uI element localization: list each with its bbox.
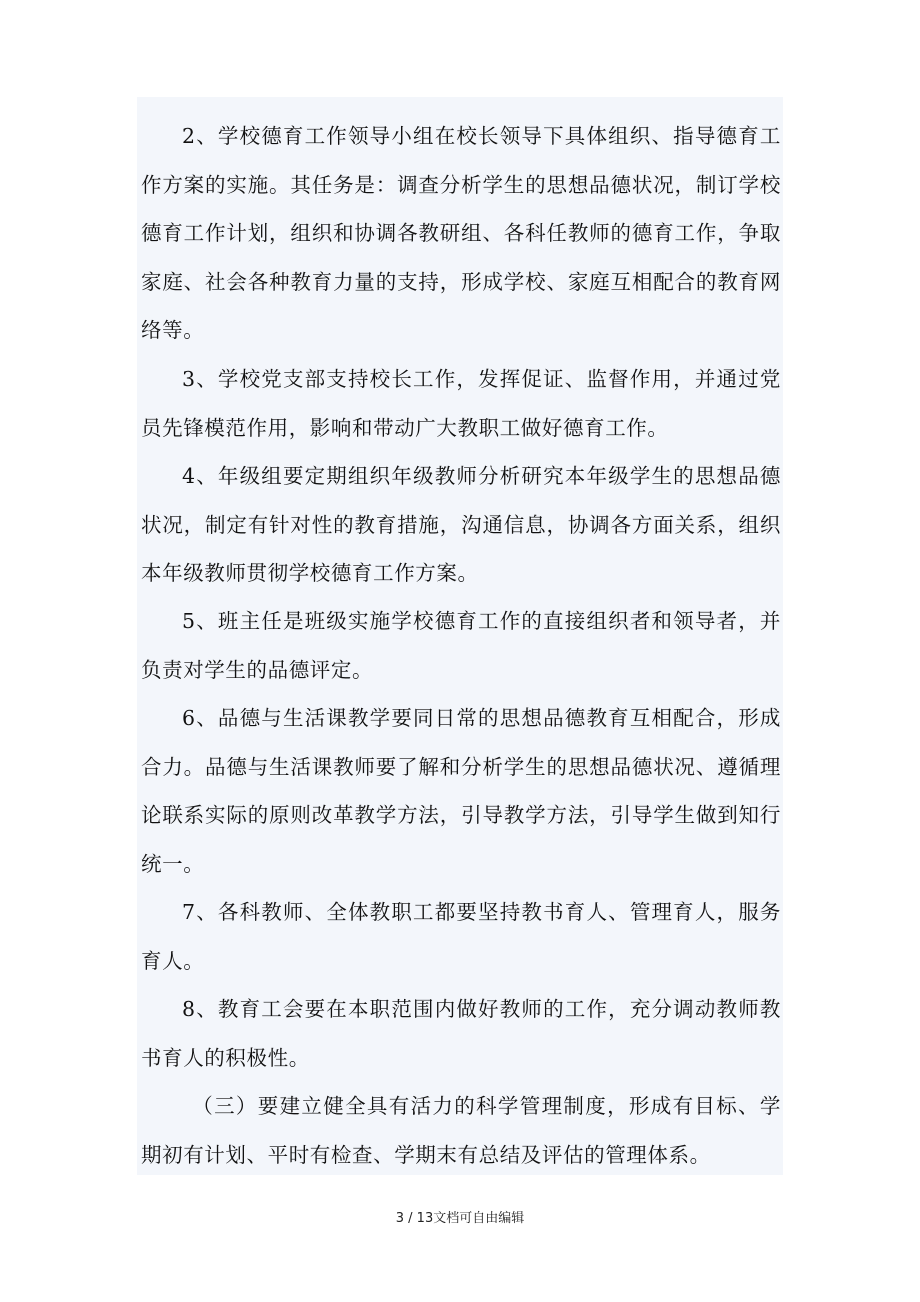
paragraph-item-6: 6、品德与生活课教学要同日常的思想品德教育互相配合，形成合力。品德与生活课教师要了解和分析学生的思想品德状况、遵循理论联系实际的原则改革教学方法，引导教学方法，引导学生做到知行统一。	[141, 706, 781, 876]
paragraph-item-5: 5、班主任是班级实施学校德育工作的直接组织者和领导者，并负责对学生的品德评定。	[141, 609, 781, 682]
paragraph-item-7: 7、各科教师、全体教职工都要坚持教书育人、管理育人，服务育人。	[141, 900, 781, 973]
paragraph-section-3: （三）要建立健全具有活力的科学管理制度，形成有目标、学期初有计划、平时有检查、学期末有总结及评估的管理体系。	[141, 1094, 781, 1167]
page-footer: 3 / 13文档可自由编辑	[395, 1211, 525, 1226]
paragraph-item-4: 4、年级组要定期组织年级教师分析研究本年级学生的思想品德状况，制定有针对性的教育措施，沟通信息，协调各方面关系，组织本年级教师贯彻学校德育工作方案。	[141, 464, 781, 586]
paragraph-item-3: 3、学校党支部支持校长工作，发挥促证、监督作用，并通过党员先锋模范作用，影响和带动广大教职工做好德育工作。	[141, 367, 781, 440]
paragraph-item-2: 2、学校德育工作领导小组在校长领导下具体组织、指导德育工作方案的实施。其任务是：调查分析学生的思想品德状况，制订学校德育工作计划，组织和协调各教研组、各科任教师的德育工作，争取家庭、社会各种教育力量的支持，形成学校、家庭互相配合的教育网络等。	[141, 124, 781, 343]
paragraph-item-8: 8、教育工会要在本职范围内做好教师的工作，充分调动教师教书育人的积极性。	[141, 997, 781, 1070]
